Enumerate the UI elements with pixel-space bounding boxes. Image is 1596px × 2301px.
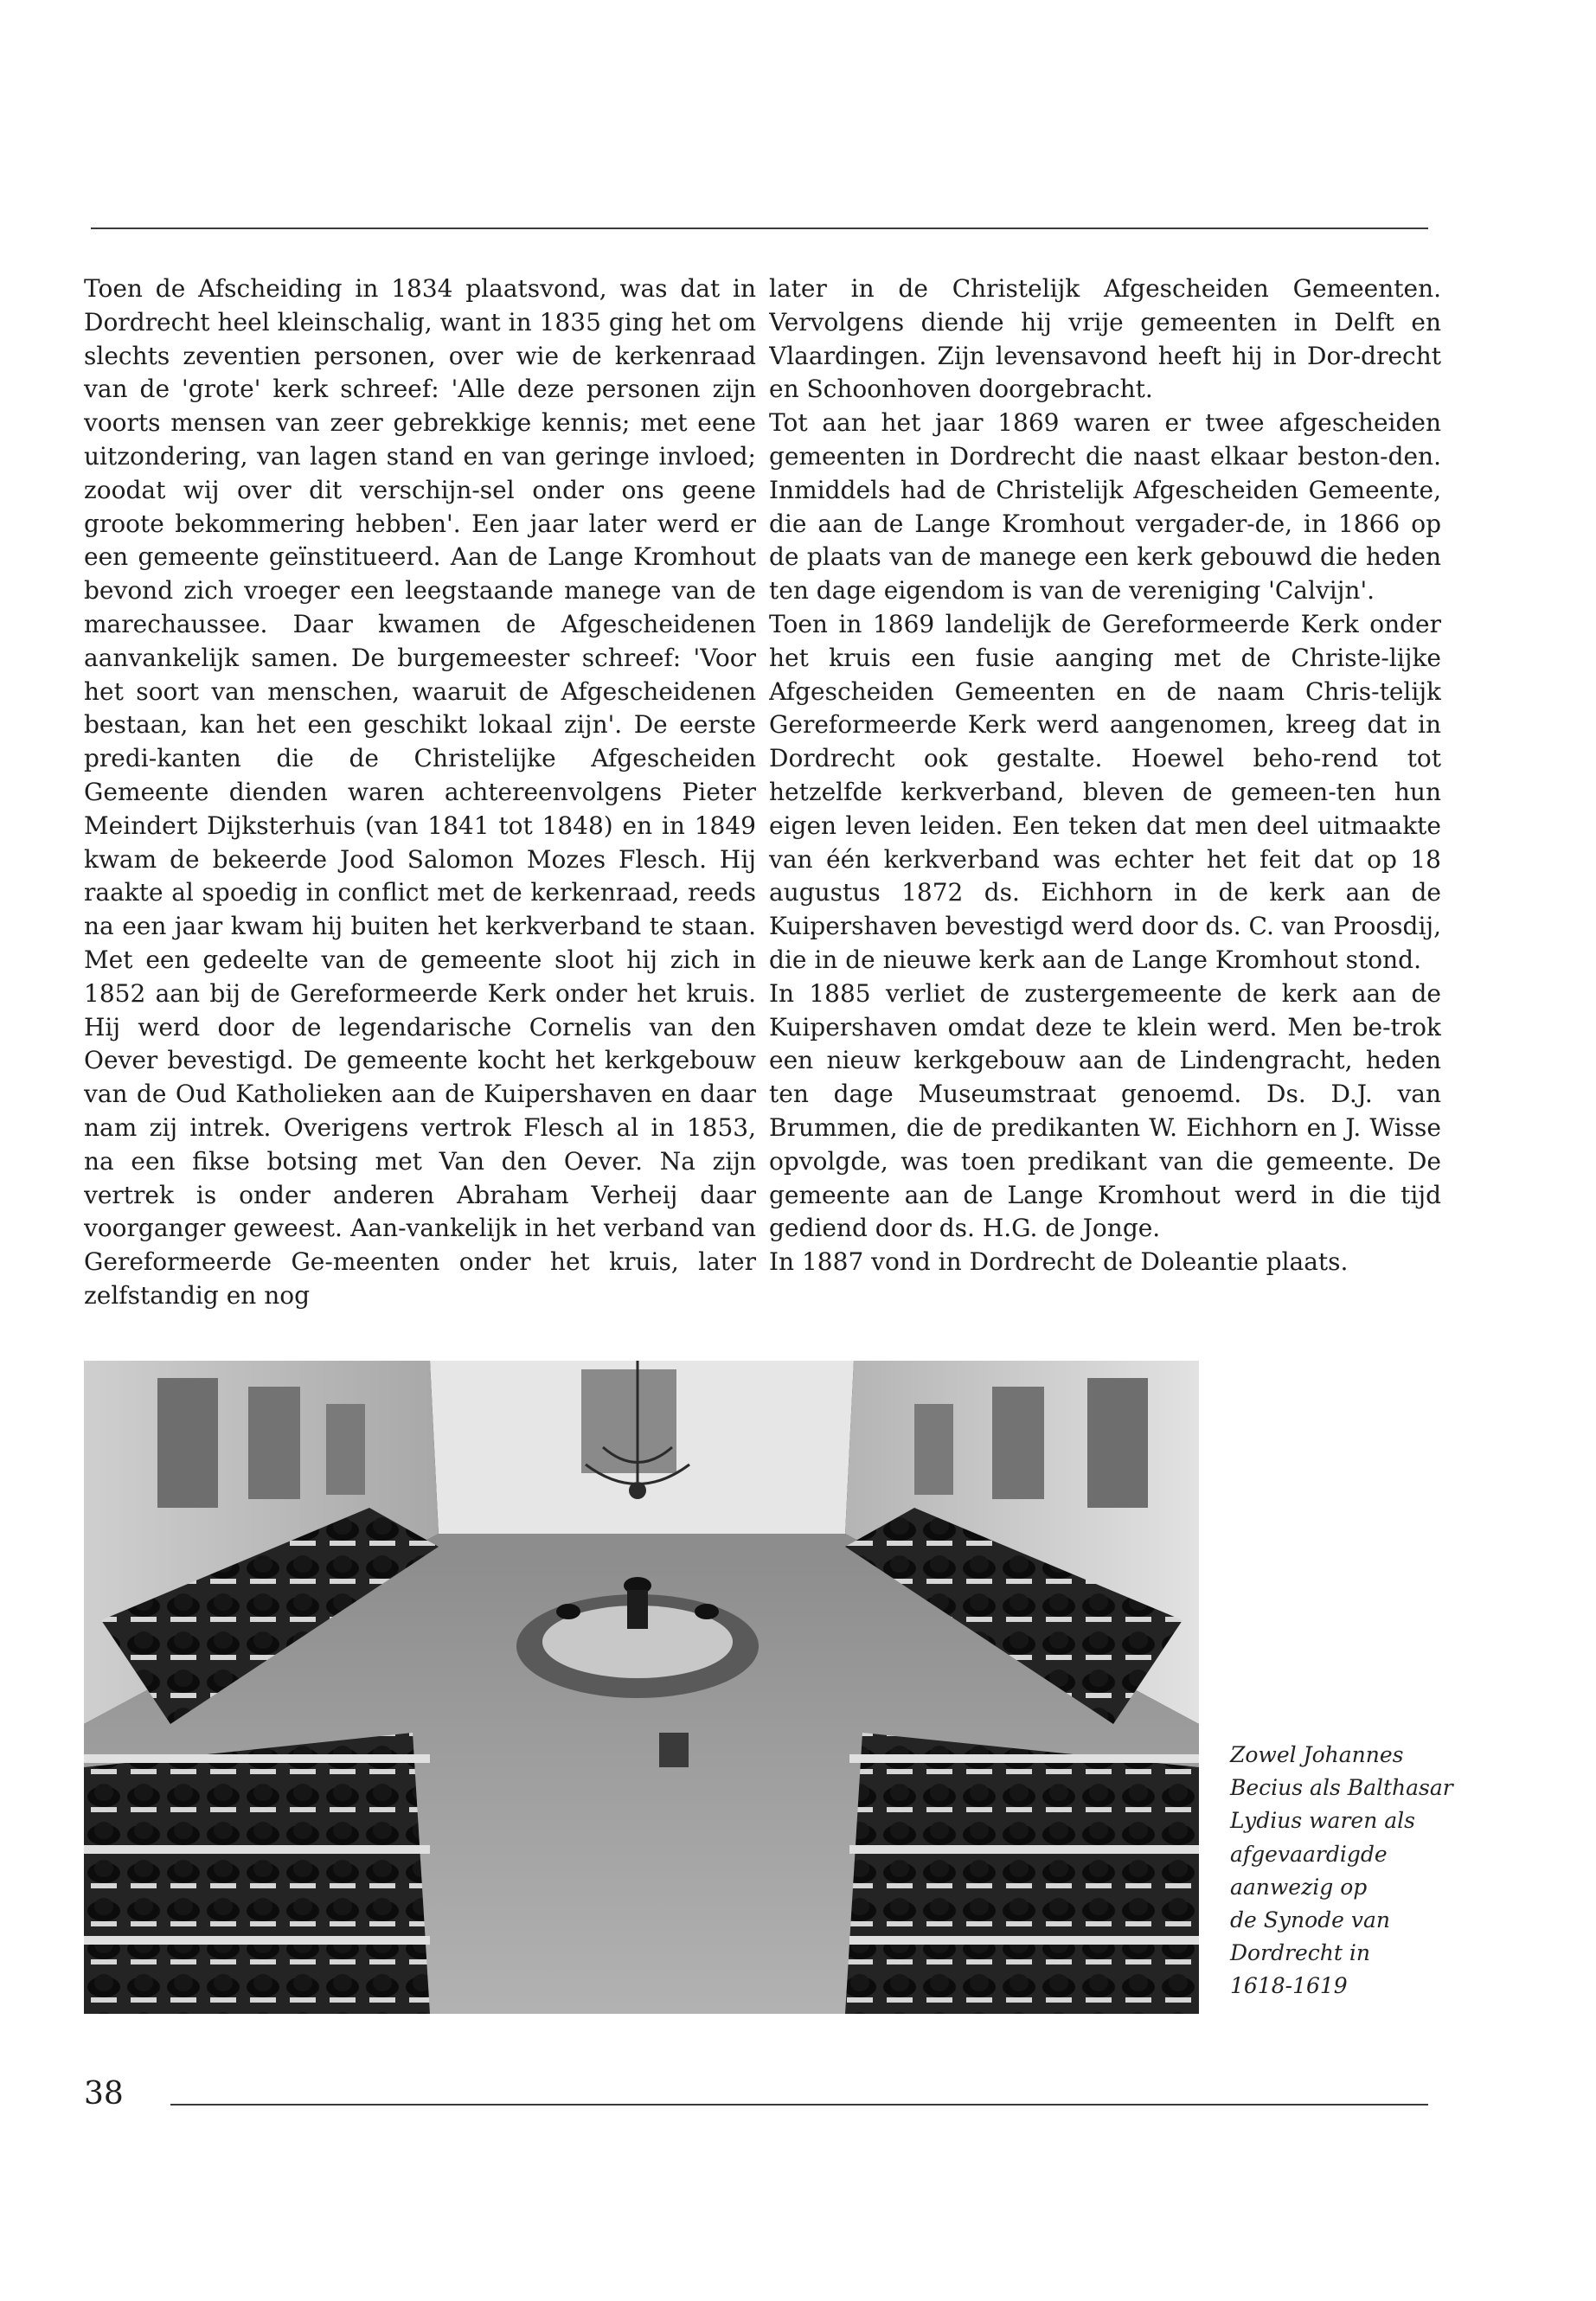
left-text-column bbox=[84, 272, 756, 1336]
right-paragraph-4: In 1885 verliet de zustergemeente de kerk aan de Kuipershaven omdat deze te klein werd. Men be-trok een nieuw kerkgebouw aan de Lindengracht, heden ten dage Museumstraat genoemd. Ds. D.J. van Brummen, die de predikanten W. Eichhorn en J. Wisse opvolgde, was toen predikant van die gemeente. De gemeente aan de Lange Kromhout werd in die tijd gediend door ds. H.G. de Jonge. bbox=[769, 978, 1441, 1243]
caption-line: 1618-1619 bbox=[1230, 1973, 1348, 1999]
page-number: 38 bbox=[84, 2076, 124, 2112]
tapestry bbox=[581, 1369, 676, 1473]
front-left-delegates bbox=[84, 1733, 430, 2014]
window-right-3 bbox=[914, 1404, 953, 1495]
caption-line: afgevaardigde bbox=[1230, 1841, 1388, 1867]
caption-line: Becius als Balthasar bbox=[1230, 1775, 1453, 1801]
front-right-delegates bbox=[845, 1733, 1199, 2014]
footer-rule bbox=[170, 2104, 1428, 2106]
caption-line: aanwezig op bbox=[1230, 1874, 1368, 1900]
caption-line: Lydius waren als bbox=[1230, 1808, 1415, 1834]
right-paragraph-5: In 1887 vond in Dordrecht de Doleantie plaats. bbox=[769, 1247, 1349, 1277]
window-right-2 bbox=[992, 1387, 1044, 1499]
right-paragraph-3: Toen in 1869 landelijk de Gereformeerde Kerk onder het kruis een fusie aanging met de Christe-lijke Afgescheiden Gemeenten en de naam Chris-telijk Gereformeerde Kerk werd aangenomen, kreeg dat in Dordrecht ook gestalte. Hoewel beho-rend tot hetzelfde kerkverband, bleven de gemeen-ten hun eigen leven leiden. Een teken dat men deel uitmaakte van één kerkverband was echter het feit dat op 18 augustus 1872 ds. Eichhorn in de kerk aan de Kuipershaven bevestigd werd door ds. C. van Proosdij, die in de nieuwe kerk aan de Lange Kromhout stond. bbox=[769, 609, 1441, 974]
synod-diorama-photo bbox=[84, 1361, 1199, 2014]
chair bbox=[659, 1733, 689, 1767]
caption-line: Zowel Johannes bbox=[1230, 1742, 1404, 1767]
caption-line: de Synode van bbox=[1230, 1907, 1391, 1933]
right-paragraph-1: later in de Christelijk Afgescheiden Gemeenten. Vervolgens diende hij vrije gemeenten in Delft en Vlaardingen. Zijn levensavond heeft hij in Dor-drecht en Schoonhoven doorgebracht. bbox=[769, 274, 1441, 404]
window-left-2 bbox=[248, 1387, 300, 1499]
header-rule bbox=[91, 228, 1428, 229]
synod-diorama-illustration bbox=[84, 1361, 1199, 2014]
right-text-column bbox=[769, 272, 1441, 1336]
right-paragraph-2: Tot aan het jaar 1869 waren er twee afgescheiden gemeenten in Dordrecht die naast elkaar beston-den. Inmiddels had de Christelijk Afgescheiden Gemeente, die aan de Lange Kromhout vergader-de, in 1866 op de plaats van de manege een kerk gebouwd die heden ten dage eigendom is van de vereniging 'Calvijn'. bbox=[769, 408, 1441, 606]
photo-caption bbox=[1230, 1739, 1455, 2003]
window-left-3 bbox=[326, 1404, 365, 1495]
caption-line: Dordrecht in bbox=[1230, 1940, 1370, 1966]
window-right-1 bbox=[1087, 1378, 1148, 1508]
left-paragraph-1: Toen de Afscheiding in 1834 plaatsvond, was dat in Dordrecht heel kleinschalig, want in 1835 ging het om slechts zeventien personen, over wie de kerkenraad van de 'grote' kerk schreef: 'Alle deze personen zijn voorts mensen van zeer gebrekkige kennis; met eene uitzondering, van lagen stand en van geringe invloed; zoodat wij over dit verschijn-sel onder ons geene groote bekommering hebben'. Een jaar later werd er een gemeente geïnstitueerd. Aan de Lange Kromhout bevond zich vroeger een leegstaande manege van de marechaussee. Daar kwamen de Afgescheidenen aanvankelijk samen. De burgemeester schreef: 'Voor het soort van menschen, waaruit de Afgescheidenen bestaan, kan het een geschikt lokaal zijn'. De eerste predi-kanten die de Christelijke Afgescheiden Gemeente dienden waren achtereenvolgens Pieter Meindert Dijksterhuis (van 1841 tot 1848) en in 1849 kwam de bekeerde Jood Salomon Mozes Flesch. Hij raakte al spoedig in conflict met de kerkenraad, reeds na een jaar kwam hij buiten het kerkverband te staan. Met een gedeelte van de gemeente sloot hij zich in 1852 aan bij de Gereformeerde Kerk onder het kruis. Hij werd door de legendarische Cornelis van den Oever bevestigd. De gemeente kocht het kerkgebouw van de Oud Katholieken aan de Kuipershaven en daar nam zij intrek. Overigens vertrok Flesch al in 1853, na een fikse botsing met Van den Oever. Na zijn vertrek is onder anderen Abraham Verheij daar voorganger geweest. Aan-vankelijk in het verband van Gereformeerde Ge-meenten onder het kruis, later zelfstandig en nog bbox=[84, 274, 756, 1310]
window-left-1 bbox=[157, 1378, 218, 1508]
